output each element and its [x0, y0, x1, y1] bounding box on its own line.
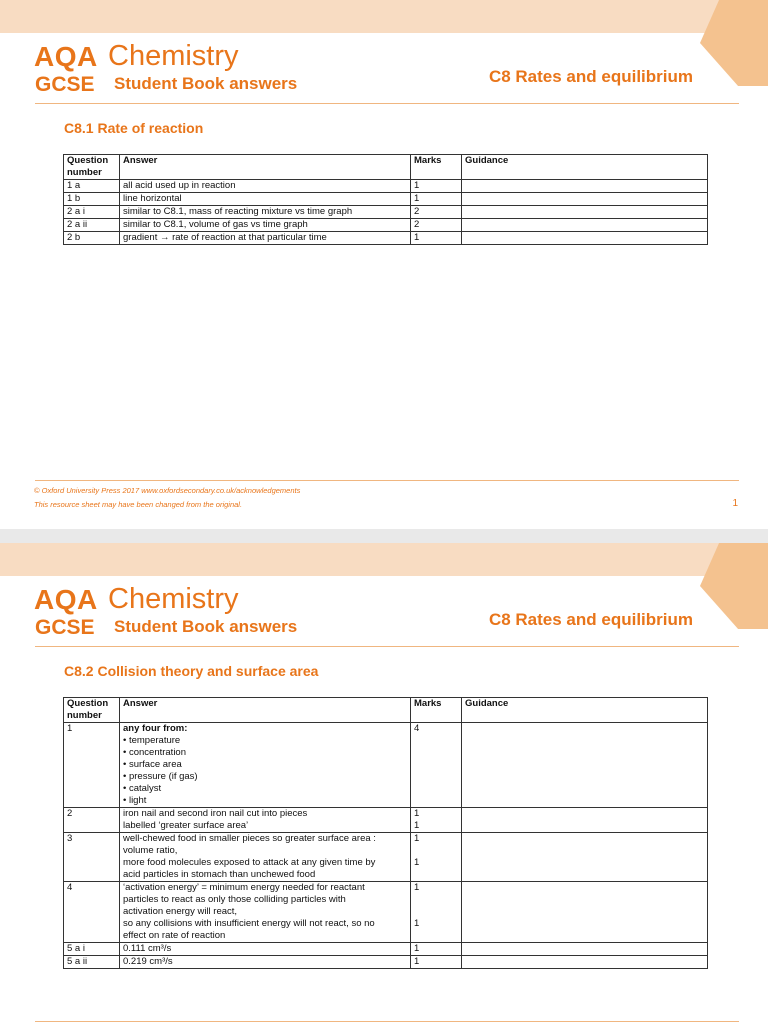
table-row — [64, 808, 708, 833]
table-row — [64, 232, 708, 245]
question-cell: 1 a — [64, 180, 120, 193]
guidance-cell — [462, 206, 708, 219]
answer-cell: all acid used up in reaction — [120, 180, 411, 193]
answer-line: particles to react as only those colliding particles with — [123, 894, 346, 905]
logo-aqa: AQA — [34, 584, 98, 615]
header-divider — [35, 103, 739, 104]
marks-cell — [411, 808, 462, 833]
top-band — [0, 0, 768, 33]
table-header-row — [64, 155, 708, 180]
guidance-cell — [462, 232, 708, 245]
table-row — [64, 833, 708, 882]
header-divider — [35, 646, 739, 647]
answer-line: so any collisions with insufficient energy will not react, so no — [123, 918, 375, 929]
col-answer: Answer — [120, 698, 411, 723]
answer-cell — [120, 833, 411, 882]
col-answer: Answer — [120, 155, 411, 180]
marks-line — [414, 906, 458, 918]
question-cell: 2 b — [64, 232, 120, 245]
marks-line: 1 — [414, 833, 420, 844]
marks-cell: 1 — [411, 956, 462, 969]
question-cell: 5 a i — [64, 943, 120, 956]
answer-line: well-chewed food in smaller pieces so greater surface area : — [123, 833, 376, 844]
table-header-row — [64, 698, 708, 723]
page-2 — [0, 543, 768, 1024]
answer-cell: similar to C8.1, volume of gas vs time graph — [120, 219, 411, 232]
chapter-title: C8 Rates and equilibrium — [488, 67, 693, 86]
footer-divider — [35, 1021, 739, 1022]
answer-cell: similar to C8.1, mass of reacting mixture vs time graph — [120, 206, 411, 219]
table-row — [64, 206, 708, 219]
guidance-cell — [462, 833, 708, 882]
col-marks: Marks — [411, 155, 462, 180]
answer-line: • catalyst — [123, 783, 162, 794]
guidance-cell — [462, 808, 708, 833]
marks-cell: 1 — [411, 193, 462, 206]
guidance-cell — [462, 193, 708, 206]
question-cell: 2 a ii — [64, 219, 120, 232]
question-cell: 3 — [64, 833, 120, 882]
answer-line: • pressure (if gas) — [123, 771, 198, 782]
answer-cell: gradient → rate of reaction at that particular time — [120, 232, 411, 245]
answer-line: • concentration — [123, 747, 187, 758]
marks-line: 1 — [414, 857, 420, 868]
copyright-text: © Oxford University Press 2017 www.oxfordsecondary.co.uk/acknowledgements — [34, 486, 301, 495]
logo-chemistry: Chemistry — [108, 583, 239, 615]
answer-cell — [120, 808, 411, 833]
marks-cell — [411, 882, 462, 943]
logo-subtitle: Student Book answers — [114, 617, 298, 636]
answer-line: acid particles in stomach than unchewed food — [123, 869, 316, 880]
marks-line: 1 — [414, 808, 420, 819]
col-question: Question number — [64, 698, 120, 723]
marks-line: 1 — [414, 918, 420, 929]
logo-subtitle: Student Book answers — [114, 74, 298, 93]
marks-cell: 1 — [411, 232, 462, 245]
answer-line: activation energy will react, — [123, 906, 238, 917]
answer-line: iron nail and second iron nail cut into pieces — [123, 808, 308, 819]
marks-line — [414, 894, 458, 906]
guidance-cell — [462, 180, 708, 193]
col-guidance: Guidance — [462, 698, 708, 723]
answer-line: volume ratio, — [123, 845, 178, 856]
marks-cell: 2 — [411, 206, 462, 219]
question-cell: 2 a i — [64, 206, 120, 219]
question-cell: 5 a ii — [64, 956, 120, 969]
answer-cell: 0.219 cm³/s — [120, 956, 411, 969]
table-row — [64, 882, 708, 943]
footer-divider — [35, 480, 739, 481]
logo-aqa: AQA — [34, 41, 98, 72]
marks-cell: 1 — [411, 943, 462, 956]
logo-chemistry: Chemistry — [108, 40, 239, 72]
table-row — [64, 180, 708, 193]
section-title: C8.2 Collision theory and surface area — [64, 663, 319, 679]
answer-line: • light — [123, 795, 147, 806]
table-row — [64, 193, 708, 206]
answer-line: more food molecules exposed to attack at any given time by — [123, 857, 376, 868]
logo-gcse: GCSE — [35, 73, 95, 96]
table-row — [64, 956, 708, 969]
logo-gcse: GCSE — [35, 616, 95, 639]
question-cell: 2 — [64, 808, 120, 833]
answer-line: labelled ‘greater surface area’ — [123, 820, 249, 831]
answers-table — [63, 697, 708, 969]
marks-cell: 2 — [411, 219, 462, 232]
marks-cell — [411, 723, 462, 808]
marks-line: 4 — [414, 723, 420, 734]
answer-line: • surface area — [123, 759, 182, 770]
answer-cell — [120, 723, 411, 808]
marks-cell: 1 — [411, 180, 462, 193]
marks-line — [414, 845, 458, 857]
guidance-cell — [462, 943, 708, 956]
top-band — [0, 543, 768, 576]
page-number: 1 — [732, 498, 738, 509]
section-title: C8.1 Rate of reaction — [64, 120, 204, 136]
answers-table — [63, 154, 708, 245]
answer-cell: line horizontal — [120, 193, 411, 206]
guidance-cell — [462, 723, 708, 808]
marks-cell — [411, 833, 462, 882]
table-row — [64, 723, 708, 808]
col-question: Question number — [64, 155, 120, 180]
col-guidance: Guidance — [462, 155, 708, 180]
question-cell: 4 — [64, 882, 120, 943]
table-row — [64, 943, 708, 956]
answer-line: ‘activation energy’ = minimum energy needed for reactant — [123, 882, 365, 893]
question-cell: 1 b — [64, 193, 120, 206]
col-marks: Marks — [411, 698, 462, 723]
resource-note: This resource sheet may have been changed from the original. — [34, 500, 243, 509]
answer-cell: 0.111 cm³/s — [120, 943, 411, 956]
answer-line: effect on rate of reaction — [123, 930, 226, 941]
chapter-title: C8 Rates and equilibrium — [488, 610, 693, 629]
question-cell: 1 — [64, 723, 120, 808]
guidance-cell — [462, 956, 708, 969]
answer-cell — [120, 882, 411, 943]
guidance-cell — [462, 882, 708, 943]
guidance-cell — [462, 219, 708, 232]
answer-line: any four from: — [123, 723, 188, 734]
answer-line: • temperature — [123, 735, 181, 746]
table-row — [64, 219, 708, 232]
marks-line: 1 — [414, 820, 420, 831]
marks-line: 1 — [414, 882, 420, 893]
